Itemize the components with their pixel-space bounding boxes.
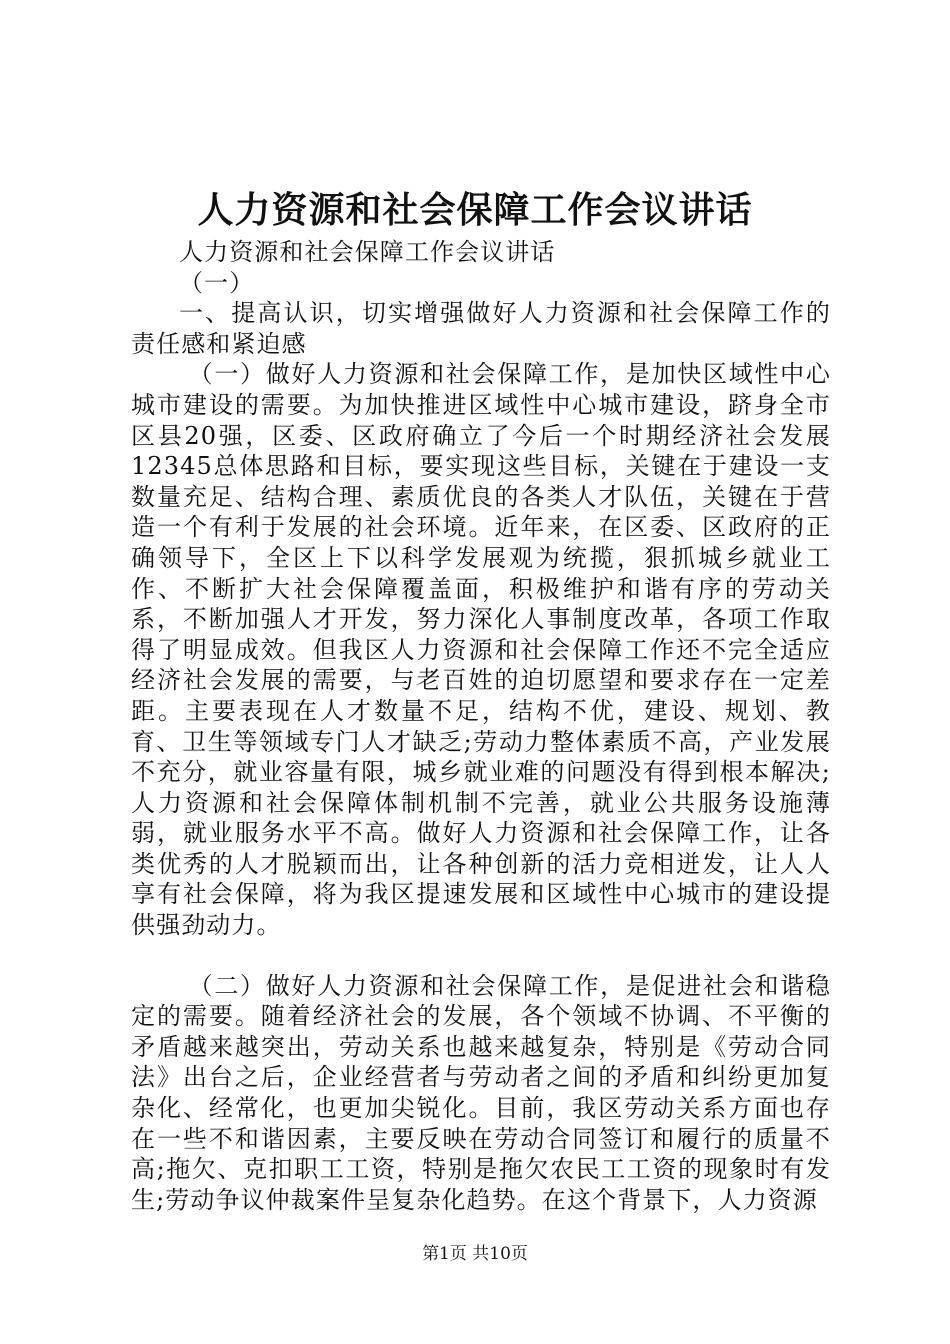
- body-paragraph-1: （一）做好人力资源和社会保障工作，是加快区域性中心城市建设的需要。为加快推进区域性中心城市建设，跻身全市区县20强，区委、区政府确立了今后一个时期经济社会发展12345总体思路和目标，要实现这些目标，关键在于建设一支数量充足、结构合理、素质优良的各类人才队伍，关键在于营造一个有利于发展的社会环境。近年来，在区委、区政府的正确领导下，全区上下以科学发展观为统揽，狠抓城乡就业工作、不断扩大社会保障覆盖面，积极维护和谐有序的劳动关系，不断加强人才开发，努力深化人事制度改革，各项工作取得了明显成效。但我区人力资源和社会保障工作还不完全适应经济社会发展的需要，与老百姓的迫切愿望和要求存在一定差距。主要表现在人才数量不足，结构不优，建设、规划、教育、卫生等领域专门人才缺乏;劳动力整体素质不高，产业发展不充分，就业容量有限，城乡就业难的问题没有得到根本解决;人力资源和社会保障体制机制不完善，就业公共服务设施薄弱，就业服务水平不高。做好人力资源和社会保障工作，让各类优秀的人才脱颖而出，让各种创新的活力竞相迸发，让人人享有社会保障，将为我区提速发展和区域性中心城市的建设提供强劲动力。: [131, 360, 831, 940]
- document-body: [131, 237, 831, 1215]
- subtitle-paragraph: 人力资源和社会保障工作会议讲话: [179, 238, 556, 266]
- section-heading-paragraph: 一、提高认识，切实增强做好人力资源和社会保障工作的责任感和紧迫感: [131, 299, 831, 358]
- document-title: 人力资源和社会保障工作会议讲话: [197, 189, 753, 231]
- page-number-footer: 第1页 共10页: [422, 1244, 528, 1264]
- body-paragraph-2: （二）做好人力资源和社会保障工作，是促进社会和谐稳定的需要。随着经济社会的发展，各个领域不协调、不平衡的矛盾越来越突出，劳动关系也越来越复杂，特别是《劳动合同法》出台之后，企业经营者与劳动者之间的矛盾和纠纷更加复杂化、经常化，也更加尖锐化。目前，我区劳动关系方面也存在一些不和谐因素，主要反映在劳动合同签订和履行的质量不高;拖欠、克扣职工工资，特别是拖欠农民工工资的现象时有发生;劳动争议仲裁案件呈复杂化趋势。在这个背景下，人力资源: [131, 971, 831, 1214]
- section-number-paragraph: （一）: [179, 268, 255, 297]
